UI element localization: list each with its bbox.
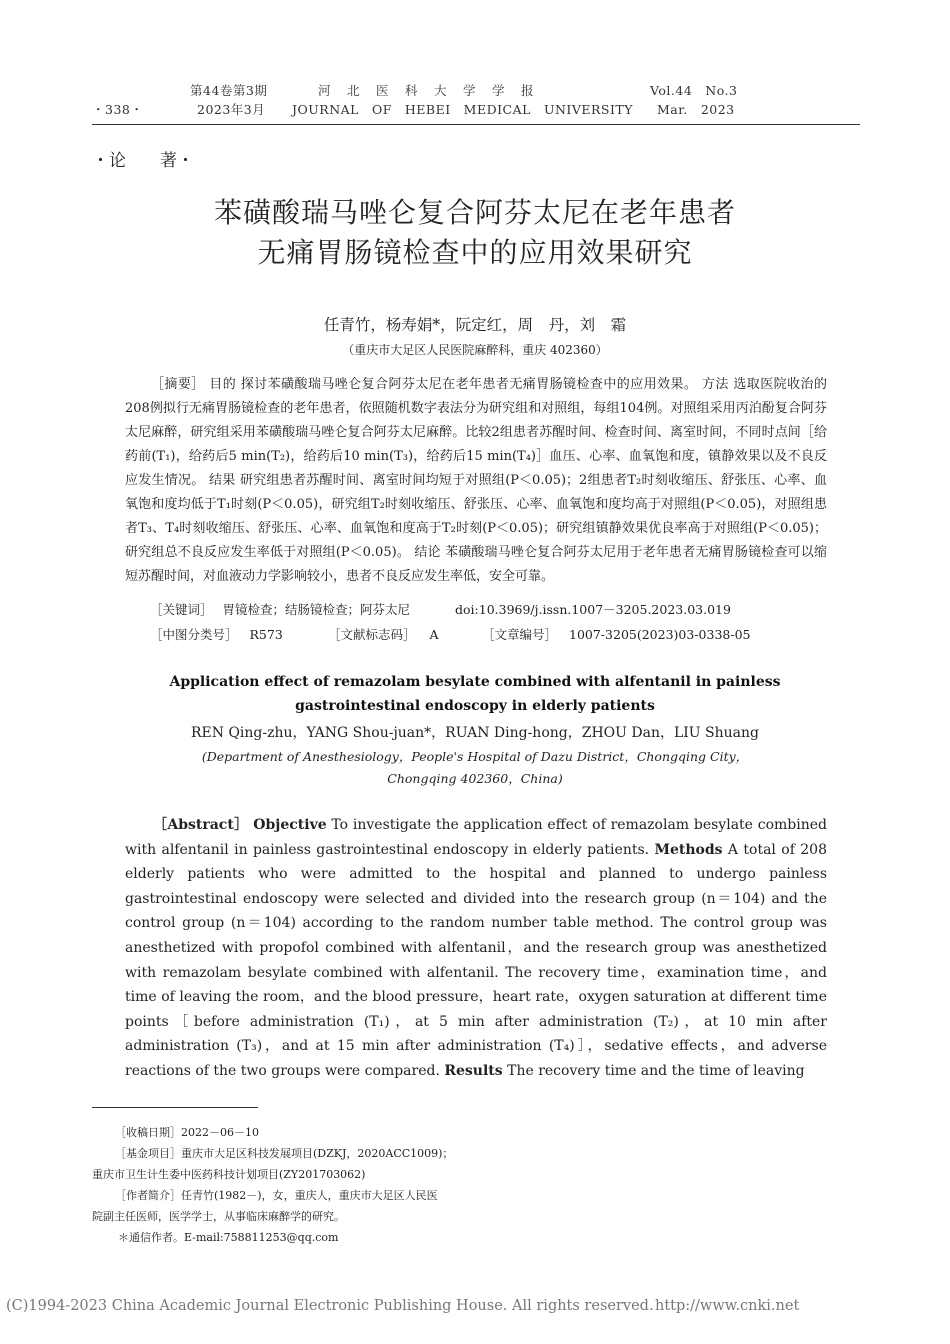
abstract-en-label: ［Abstract］ [153, 817, 249, 833]
article-number-label: ［文章编号］ [482, 627, 558, 642]
date-cn: 2023年3月 [197, 102, 266, 117]
objective-label-en: Objective [253, 817, 327, 833]
title-en-line-2: gastrointestinal endoscopy in elderly patients [295, 698, 655, 714]
abstract-cn [125, 373, 827, 589]
affiliation-cn: （重庆市大足区人民医院麻醉科，重庆 402360） [342, 343, 608, 357]
cnki-url[interactable]: http://www.cnki.net [655, 1298, 800, 1314]
conclusion-label-cn: 结论 [414, 545, 441, 560]
objective-label-cn: 目的 [209, 377, 237, 392]
volume-cn: 第44卷第3期 [190, 83, 268, 98]
journal-name-en: JOURNAL OF HEBEI MEDICAL UNIVERSITY [292, 102, 634, 117]
title-line-2: 无痛胃肠镜检查中的应用效果研究 [257, 236, 693, 269]
doc-code-label: ［文献标志码］ [328, 627, 416, 642]
affiliation-en-line-2: Chongqing 402360，China) [387, 771, 563, 786]
received-date: ［收稿日期］2022－06－10 [115, 1126, 259, 1139]
abstract-en [125, 813, 827, 1084]
fund-line-2: 重庆市卫生计生委中医药科技计划项目(ZY201703062) [92, 1168, 366, 1181]
affiliation-en-line-1: (Department of Anesthesiology，People's Hospital of Dazu District，Chongqing City， [201, 749, 749, 764]
keywords-row [150, 600, 410, 618]
keywords-label: ［关键词］ [150, 602, 213, 617]
results-text-cn: 研究组患者苏醒时间、离室时间均短于对照组(P＜0.05)；2组患者T₂时刻收缩压、舒张压、心率、血氧饱和度均低于T₁时刻(P＜0.05)，研究组T₂时刻收缩压、舒张压、心率、血氧饱和度均高于对照组(P＜0.05)，对照组患者T₃、T₄时刻收缩压、舒张压、心率、血氧饱和度高于T₂时刻(P＜0.05)；研究组镇静效果优良率高于对照组(P＜0.05)；研究组总不良反应发生率低于对照组(P＜0.05)。 [125, 473, 827, 560]
clc-label: ［中图分类号］ [150, 627, 238, 642]
authors-cn: 任青竹，杨寿娟*，阮定红，周 丹，刘 霜 [323, 316, 627, 334]
conclusion-text-cn: 苯磺酸瑞马唑仑复合阿芬太尼用于老年患者无痛胃肠镜检查可以缩短苏醒时间，对血液动力学影响较小，患者不良反应发生率低，安全可靠。 [125, 545, 827, 584]
doc-code-value: A [429, 627, 439, 642]
header-rule [92, 124, 860, 125]
objective-text-cn: 探讨苯磺酸瑞马唑仑复合阿芬太尼在老年患者无痛胃肠镜检查中的应用效果。 [240, 377, 698, 392]
article-number-value: 1007-3205(2023)03-0338-05 [569, 627, 751, 642]
copyright-footer: (C)1994-2023 China Academic Journal Electronic Publishing House. All rights reserved. [6, 1298, 654, 1314]
results-text-en: The recovery time and the time of leaving [507, 1062, 805, 1079]
methods-label-en: Methods [654, 841, 723, 858]
author-bio-line-2: 院副主任医师，医学学士，从事临床麻醉学的研究。 [92, 1210, 345, 1223]
doi: doi:10.3969/j.issn.1007－3205.2023.03.019 [455, 602, 731, 617]
fund-line-1: ［基金项目］重庆市大足区科技发展项目(DZKJ，2020ACC1009)； [115, 1147, 454, 1160]
objective-text-en: To investigate the application effect of remazolam besylate combined with alfentanil in painless gastrointestinal endoscopy in elderly patients. [125, 817, 827, 858]
methods-text-en: A total of 208 elderly patients who were admitted to the hospital and planned to undergo painless gastrointestinal endoscopy were selected and divided into the research group (n＝104) and the control group (n＝104) according to the random number table method. The control group was anesthetized with propofol combined with alfentanil，and the research group was anesthetized with remazolam besylate combined with alfentanil. The recovery time，examination time，and time of leaving the room，and the blood pressure，heart rate，oxygen saturation at different time points［before administration (T₁)，at 5 min after administration (T₂)，at 10 min after administration (T₃)，and at 15 min after administration (T₄)］，sedative effects，and adverse reactions of the two groups were compared. [125, 841, 827, 1079]
clc-row [150, 625, 283, 643]
volume-en: Vol.44 No.3 [650, 83, 738, 98]
title-line-1: 苯磺酸瑞马唑仑复合阿芬太尼在老年患者 [213, 196, 736, 229]
article-number-row [482, 625, 750, 643]
author-bio-line-1: ［作者简介］任青竹(1982－)，女，重庆人，重庆市大足区人民医 [115, 1189, 438, 1202]
footnote-rule [92, 1107, 258, 1108]
section-label: ・论 著・ [92, 151, 194, 171]
abstract-cn-label: ［摘要］ [151, 377, 205, 392]
correspondence: ＊通信作者。E-mail:758811253@qq.com [118, 1231, 339, 1244]
journal-name-cn: 河 北 医 科 大 学 学 报 [318, 83, 536, 98]
date-en: Mar. 2023 [657, 102, 735, 117]
methods-label-cn: 方法 [701, 377, 729, 392]
results-label-cn: 结果 [209, 473, 236, 488]
page-number: ・338・ [92, 102, 144, 117]
title-en-line-1: Application effect of remazolam besylate combined with alfentanil in painless [169, 674, 781, 690]
methods-text-cn: 选取医院收治的208例拟行无痛胃肠镜检查的老年患者，依照随机数字表法分为研究组和对照组，每组104例。对照组采用丙泊酚复合阿芬太尼麻醉，研究组采用苯磺酸瑞马唑仑复合阿芬太尼麻醉。比较2组患者苏醒时间、检查时间、离室时间，不同时点间［给药前(T₁)，给药后5 min(T₂)，给药后10 min(T₃)，给药后15 min(T₄)］血压、心率、血氧饱和度，镇静效果以及不良反应发生情况。 [125, 377, 827, 488]
results-label-en: Results [444, 1062, 503, 1079]
keywords-value: 胃镜检查；结肠镜检查；阿芬太尼 [222, 602, 411, 617]
doc-code-row [328, 625, 439, 643]
authors-en: REN Qing-zhu，YANG Shou-juan*，RUAN Ding-hong，ZHOU Dan，LIU Shuang [190, 725, 760, 741]
clc-value: R573 [249, 627, 283, 642]
